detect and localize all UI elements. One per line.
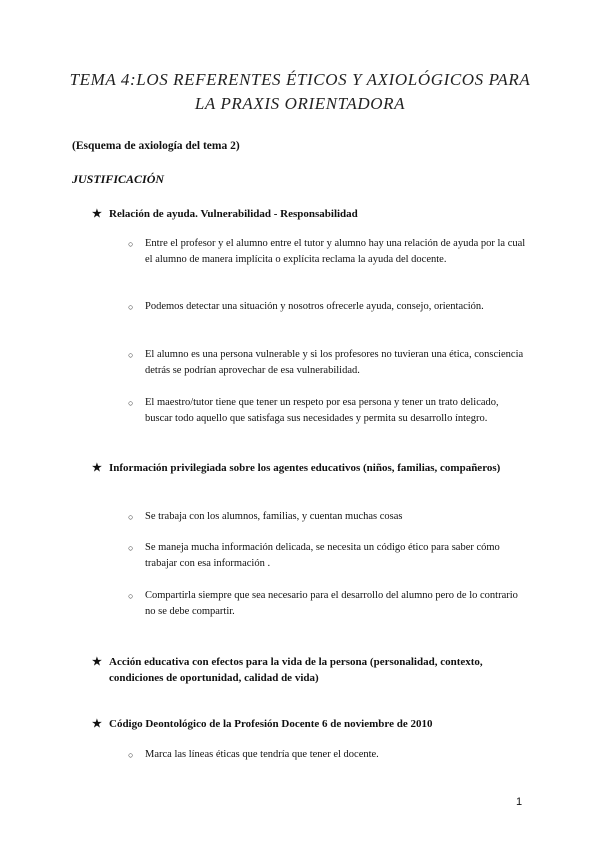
list-item: [128, 540, 528, 572]
list-item-text: El maestro/tutor tiene que tener un respeto por esa persona y tener un trato delicado, buscar todo aquello que satisfaga sus necesidades y permita su desarrollo íntegro.: [145, 397, 499, 424]
circle-bullet-icon: ○: [128, 543, 134, 553]
list-item: [128, 509, 528, 525]
page-number: 1: [516, 796, 523, 808]
list-item-text: Podemos detectar una situación y nosotros ofrecerle ayuda, consejo, orientación.: [145, 301, 484, 312]
star-bullet-icon: ★: [92, 718, 102, 730]
circle-bullet-icon: ○: [128, 350, 134, 360]
subtitle: (Esquema de axiología del tema 2): [72, 140, 240, 152]
topic-heading: [92, 460, 532, 476]
list-item: [128, 236, 528, 268]
document-title-line-1: TEMA 4:LOS REFERENTES ÉTICOS Y AXIOLÓGICOS PARA: [69, 70, 531, 89]
circle-bullet-icon: ○: [128, 239, 134, 249]
list-item: [128, 395, 528, 427]
star-bullet-icon: ★: [92, 208, 102, 220]
topic-heading-text: Acción educativa con efectos para la vida de la persona (personalidad, contexto, condiciones de oportunidad, calidad de vida): [109, 656, 483, 684]
list-item-text: Compartirla siempre que sea necesario para el desarrollo del alumno pero de lo contrario no se debe compartir.: [145, 590, 518, 617]
list-item: [128, 347, 528, 379]
list-item-text: Marca las líneas éticas que tendría que tener el docente.: [145, 749, 379, 760]
star-bullet-icon: ★: [92, 462, 102, 474]
list-item-text: Se maneja mucha información delicada, se necesita un código ético para saber cómo trabajar con esa información .: [145, 542, 500, 569]
topic-heading: [92, 654, 532, 686]
topic-heading-text: Información privilegiada sobre los agentes educativos (niños, familias, compañeros): [109, 462, 501, 474]
circle-bullet-icon: ○: [128, 512, 134, 522]
list-item-text: El alumno es una persona vulnerable y si los profesores no tuvieran una ética, consciencia detrás se podrían aprovechar de esa vulnerabilidad.: [145, 349, 524, 376]
list-item: [128, 747, 528, 763]
section-heading: JUSTIFICACIÓN: [72, 172, 165, 186]
circle-bullet-icon: ○: [128, 591, 134, 601]
star-bullet-icon: ★: [92, 656, 102, 668]
list-item-text: Entre el profesor y el alumno entre el tutor y alumno hay una relación de ayuda por la cual el alumno de manera implícita o explícita reclama la ayuda del docente.: [145, 238, 526, 265]
document-title-line-2: LA PRAXIS ORIENTADORA: [194, 94, 406, 113]
list-item: [128, 588, 528, 620]
circle-bullet-icon: ○: [128, 302, 134, 312]
circle-bullet-icon: ○: [128, 398, 134, 408]
list-item: [128, 299, 528, 315]
list-item-text: Se trabaja con los alumnos, familias, y cuentan muchas cosas: [145, 511, 403, 522]
topic-heading-text: Código Deontológico de la Profesión Docente 6 de noviembre de 2010: [109, 718, 433, 730]
topic-heading: [92, 206, 532, 222]
circle-bullet-icon: ○: [128, 750, 134, 760]
topic-heading-text: Relación de ayuda. Vulnerabilidad - Responsabilidad: [109, 208, 358, 220]
topic-heading: [92, 716, 532, 732]
